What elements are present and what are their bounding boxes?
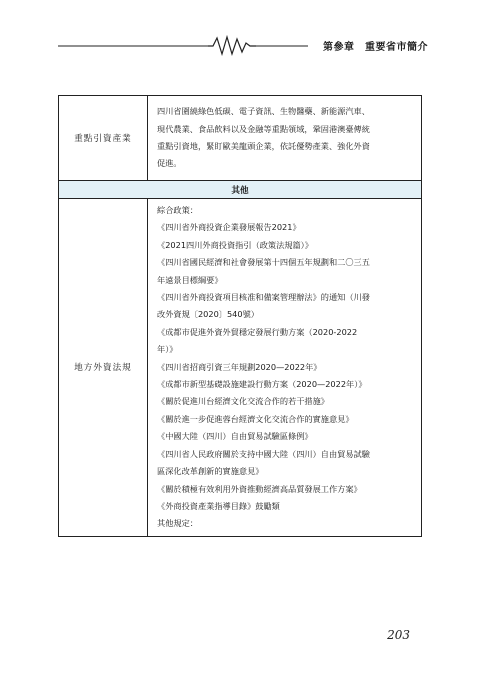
- row-label-local-regulations: 地方外資法規: [59, 199, 148, 537]
- text-line: 《關於進一步促進蓉台經濟文化交流合作的實施意見》: [157, 413, 354, 424]
- section-title: 其他: [59, 181, 422, 199]
- row-label-key-industries: 重點引資產業: [59, 96, 148, 181]
- running-header: [58, 34, 428, 56]
- text-line: 《成都市新型基礎設施建設行動方案（2020—2022年）》: [157, 379, 367, 390]
- row-content-key-industries: [148, 96, 422, 181]
- text-line: 《四川省外商投資企業發展報告2021》: [157, 222, 301, 233]
- text-line: 改外資規〔2020〕540號）: [157, 309, 259, 320]
- text-line: 《四川省人民政府關於支持中國大陸（四川）自由貿易試驗: [157, 448, 370, 459]
- text-line: 《外商投資產業指導目錄》鼓勵類: [157, 500, 280, 511]
- text-line: 《中國大陸（四川）自由貿易試驗區條例》: [157, 431, 313, 442]
- table-row: [59, 96, 422, 181]
- text-line: 《關於促進川台經濟文化交流合作的若干措施》: [157, 396, 329, 407]
- text-line: 《四川省國民經濟和社會發展第十四個五年規劃和二〇三五: [157, 257, 370, 268]
- row-content-local-regulations: [148, 199, 422, 537]
- page-number: 203: [387, 628, 410, 642]
- text-line: 現代農業、食品飲料以及金融等重點領域，鞏固港澳臺傳統: [157, 123, 370, 134]
- section-header-row: [59, 181, 422, 199]
- text-line: 《四川省招商引資三年規劃2020—2022年》: [157, 361, 322, 372]
- text-line: 《四川省外商投資項目核准和備案管理辦法》的通知（川發: [157, 292, 370, 303]
- text-line: 其他規定：: [157, 518, 198, 529]
- text-line: 區深化改革創新的實施意見》: [157, 466, 264, 477]
- text-line: 綜合政策：: [157, 205, 198, 215]
- info-table: [58, 95, 422, 537]
- text-line: 《成都市促進外資外貿穩定發展行動方案（2020-2022: [157, 326, 358, 337]
- text-line: 《關於積極有效利用外資推動經濟高品質發展工作方案》: [157, 483, 362, 494]
- text-line: 《2021四川外商投資指引（政策法規篇）》: [157, 239, 313, 250]
- text-line: 四川省圍繞綠色低碳、電子資訊、生物醫藥、新能源汽車、: [157, 106, 370, 117]
- text-line: 促進。: [157, 158, 182, 169]
- text-line: 重點引資地，緊盯歐美龍頭企業，依託優勢產業、強化外資: [157, 141, 370, 151]
- text-line: 年遠景目標綱要》: [157, 274, 223, 285]
- text-line: 年）》: [157, 344, 178, 355]
- table-row: [59, 199, 422, 537]
- chapter-title: 第參章 重要省市簡介: [320, 38, 428, 53]
